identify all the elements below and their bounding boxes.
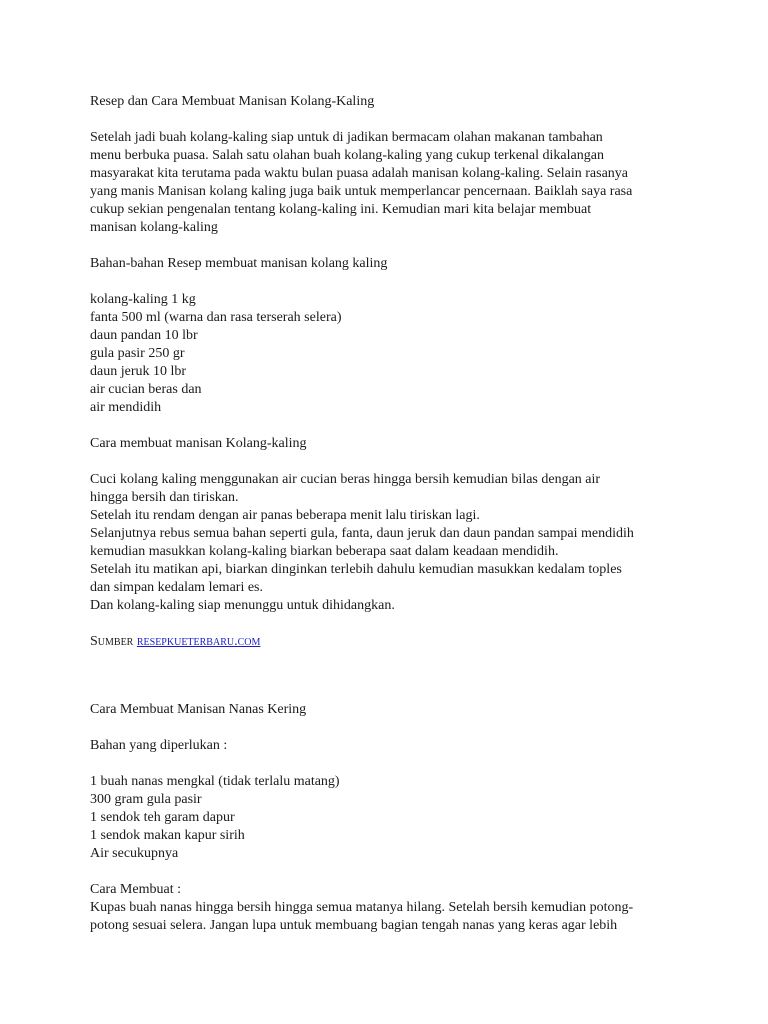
method-line: Setelah itu matikan api, biarkan dinginkan terlebih dahulu kemudian masukkan kedalam toples <box>90 562 622 577</box>
intro-line: masyarakat kita terutama pada waktu bulan puasa adalah manisan kolang-kaling. Selain rasanya <box>90 166 629 181</box>
method-line: Setelah itu rendam dengan air panas beberapa menit lalu tiriskan lagi. <box>90 508 480 523</box>
recipe1-ingredients-heading: Bahan-bahan Resep membuat manisan kolang kaling <box>90 256 388 271</box>
intro-line: manisan kolang-kaling <box>90 220 218 235</box>
ingredient-item: kolang-kaling 1 kg <box>90 292 196 307</box>
intro-line: cukup sekian pengenalan tentang kolang-kaling ini. Kemudian mari kita belajar membuat <box>90 202 592 217</box>
recipe1-method <box>90 471 680 615</box>
intro-line: Setelah jadi buah kolang-kaling siap untuk di jadikan bermacam olahan makanan tambahan <box>90 130 603 145</box>
ingredient-item: daun pandan 10 lbr <box>90 328 198 343</box>
ingredient-item: air mendidih <box>90 400 162 415</box>
recipe2-title: Cara Membuat Manisan Nanas Kering <box>90 702 307 717</box>
method-line: hingga bersih dan tiriskan. <box>90 490 239 505</box>
recipe1-source <box>90 633 680 651</box>
ingredient-item: Air secukupnya <box>90 846 179 861</box>
source-link[interactable]: resepkueterbaru.com <box>136 634 261 649</box>
recipe1-ingredients-list <box>90 291 680 417</box>
method-line: Cuci kolang kaling menggunakan air cucian beras hingga bersih kemudian bilas dengan air <box>90 472 601 487</box>
recipe2-method <box>90 899 680 935</box>
recipe1-method-heading: Cara membuat manisan Kolang-kaling <box>90 436 307 451</box>
recipe2-ingredients-list <box>90 773 680 863</box>
intro-line: yang manis Manisan kolang kaling juga baik untuk memperlancar pencernaan. Baiklah saya rasa <box>90 184 633 199</box>
method-line: Selanjutnya rebus semua bahan seperti gula, fanta, daun jeruk dan daun pandan sampai mendidih <box>90 526 634 541</box>
method-line: kemudian masukkan kolang-kaling biarkan beberapa saat dalam keadaan mendidih. <box>90 544 559 559</box>
intro-line: menu berbuka puasa. Salah satu olahan buah kolang-kaling yang cukup terkenal dikalangan <box>90 148 604 163</box>
recipe2-method-heading: Cara Membuat : <box>90 882 181 897</box>
ingredient-item: air cucian beras dan <box>90 382 202 397</box>
recipe1-title: Resep dan Cara Membuat Manisan Kolang-Kaling <box>90 94 375 109</box>
source-label: Sumber <box>90 634 134 649</box>
recipe2-ingredients-heading: Bahan yang diperlukan : <box>90 738 228 753</box>
ingredient-item: 1 sendok teh garam dapur <box>90 810 235 825</box>
method-line: dan simpan kedalam lemari es. <box>90 580 263 595</box>
ingredient-item: daun jeruk 10 lbr <box>90 364 187 379</box>
ingredient-item: 300 gram gula pasir <box>90 792 202 807</box>
ingredient-item: gula pasir 250 gr <box>90 346 185 361</box>
ingredient-item: 1 buah nanas mengkal (tidak terlalu matang) <box>90 774 340 789</box>
method-line: Dan kolang-kaling siap menunggu untuk dihidangkan. <box>90 598 395 613</box>
document-page <box>90 93 680 935</box>
ingredient-item: 1 sendok makan kapur sirih <box>90 828 245 843</box>
ingredient-item: fanta 500 ml (warna dan rasa terserah selera) <box>90 310 342 325</box>
recipe1-intro <box>90 129 680 237</box>
method-line: potong sesuai selera. Jangan lupa untuk membuang bagian tengah nanas yang keras agar lebih <box>90 918 618 933</box>
method-line: Kupas buah nanas hingga bersih hingga semua matanya hilang. Setelah bersih kemudian potong- <box>90 900 634 915</box>
